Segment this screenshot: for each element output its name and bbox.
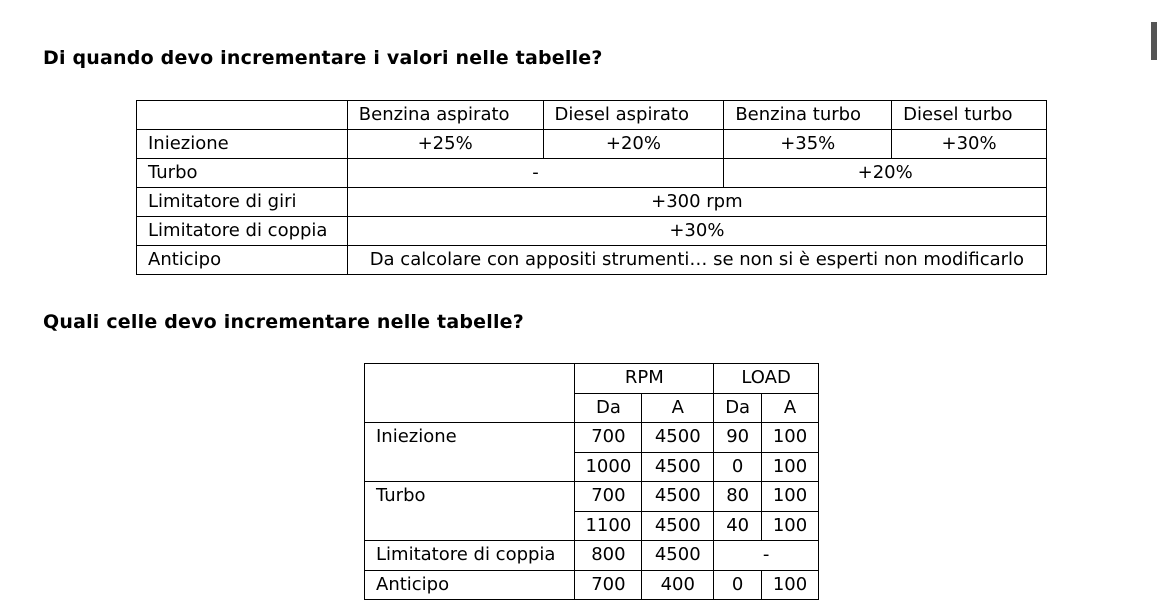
table-cell: 800 (575, 541, 642, 571)
row-label: Iniezione (365, 423, 575, 482)
table-cell: 4500 (642, 511, 714, 541)
table-cell: 4500 (642, 423, 714, 453)
table-cell: 90 (714, 423, 762, 453)
table-row (365, 482, 819, 512)
row-label: Limitatore di giri (137, 188, 348, 217)
table-cell: 100 (762, 482, 819, 512)
row-label: Limitatore di coppia (365, 541, 575, 571)
sub-header-a: A (642, 393, 714, 423)
table-cell: +30% (892, 130, 1047, 159)
row-label: Anticipo (365, 570, 575, 600)
empty-header-cell (137, 101, 348, 130)
table-row (137, 217, 1047, 246)
table-cell: 4500 (642, 452, 714, 482)
table-cell: 40 (714, 511, 762, 541)
table-cell: 80 (714, 482, 762, 512)
sub-header-a: A (762, 393, 819, 423)
table-cell: 1000 (575, 452, 642, 482)
table-cell: - (347, 159, 724, 188)
table-row (137, 246, 1047, 275)
table-cell: 0 (714, 452, 762, 482)
table-cell: 0 (714, 570, 762, 600)
table-cell: +25% (347, 130, 543, 159)
increment-cells-table (364, 363, 819, 600)
increment-values-table (136, 100, 1047, 275)
table-cell: 100 (762, 570, 819, 600)
table-cell: 4500 (642, 482, 714, 512)
column-header: Diesel turbo (892, 101, 1047, 130)
empty-header-cell (365, 364, 575, 423)
table-row (365, 364, 819, 394)
row-label: Limitatore di coppia (137, 217, 348, 246)
table-row (365, 570, 819, 600)
heading-when-increment: Di quando devo incrementare i valori nelle tabelle? (43, 47, 603, 69)
table-cell: 100 (762, 452, 819, 482)
table-cell: 700 (575, 423, 642, 453)
heading-which-cells: Quali celle devo incrementare nelle tabelle? (43, 311, 524, 333)
row-label: Turbo (137, 159, 348, 188)
group-header-rpm: RPM (575, 364, 714, 394)
sub-header-da: Da (714, 393, 762, 423)
table-row (137, 188, 1047, 217)
row-label: Turbo (365, 482, 575, 541)
table-cell: - (714, 541, 819, 571)
table-cell: 4500 (642, 541, 714, 571)
table-row (137, 159, 1047, 188)
table-cell: +300 rpm (347, 188, 1046, 217)
table-cell: 100 (762, 511, 819, 541)
column-header: Diesel aspirato (543, 101, 724, 130)
row-label: Anticipo (137, 246, 348, 275)
table-cell: +35% (724, 130, 892, 159)
column-header: Benzina turbo (724, 101, 892, 130)
row-label: Iniezione (137, 130, 348, 159)
table-cell: 700 (575, 482, 642, 512)
table-row (365, 423, 819, 453)
table-row (137, 101, 1047, 130)
column-header: Benzina aspirato (347, 101, 543, 130)
table-cell: +20% (724, 159, 1047, 188)
table-cell: 100 (762, 423, 819, 453)
table-cell: 700 (575, 570, 642, 600)
table-cell: 400 (642, 570, 714, 600)
group-header-load: LOAD (714, 364, 819, 394)
table-cell: Da calcolare con appositi strumenti… se non si è esperti non modificarlo (347, 246, 1046, 275)
page-edge-mark (1151, 22, 1157, 60)
sub-header-da: Da (575, 393, 642, 423)
table-row (137, 130, 1047, 159)
table-cell: 1100 (575, 511, 642, 541)
table-row (365, 541, 819, 571)
table-cell: +30% (347, 217, 1046, 246)
table-cell: +20% (543, 130, 724, 159)
